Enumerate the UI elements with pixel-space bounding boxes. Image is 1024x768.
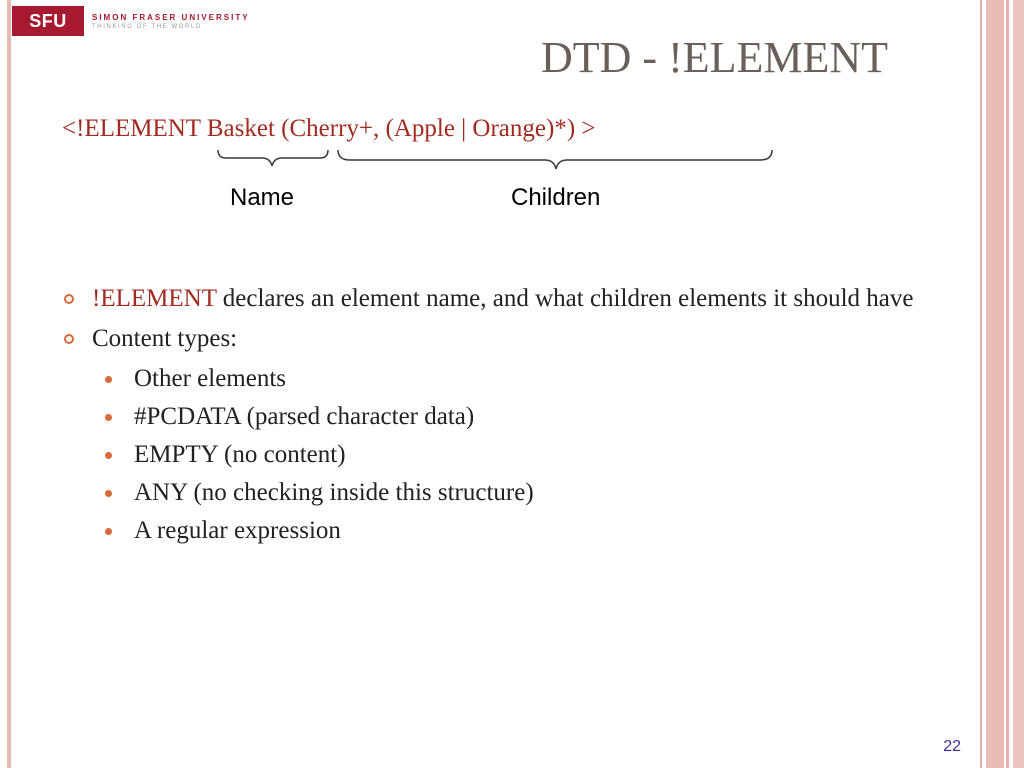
sub-bullet-item (62, 440, 922, 470)
name-label: Name (230, 184, 295, 211)
children-brace (338, 150, 772, 169)
name-brace (218, 150, 328, 166)
sub-bullet-item (62, 402, 922, 432)
children-label: Children (511, 184, 601, 211)
bullet-item (62, 284, 922, 314)
bullet-text: Content types: (92, 325, 238, 352)
dot-bullet-icon (105, 376, 112, 383)
bullet-item (62, 324, 922, 354)
sub-bullet-item (62, 364, 922, 394)
sub-bullet-text: A regular expression (134, 517, 341, 544)
logo-line-1: SIMON FRASER UNIVERSITY (92, 12, 250, 22)
logo-mark: SFU (12, 6, 84, 36)
logo-line-2: THINKING OF THE WORLD (92, 23, 202, 30)
bullet-text: declares an element name, and what children elements it should have (216, 285, 914, 312)
bullet-highlight: !ELEMENT (92, 285, 217, 312)
ring-bullet-icon (64, 294, 74, 304)
sub-bullet-item (62, 478, 922, 508)
slide-body (62, 284, 922, 554)
ring-bullet-icon (64, 334, 74, 344)
dot-bullet-icon (105, 414, 112, 421)
dot-bullet-icon (105, 490, 112, 497)
sub-bullet-item (62, 516, 922, 546)
sub-bullet-text: Other elements (134, 365, 287, 392)
dot-bullet-icon (105, 452, 112, 459)
dot-bullet-icon (105, 528, 112, 535)
sub-bullet-text: EMPTY (no content) (134, 441, 346, 468)
dtd-declaration: <!ELEMENT Basket (Cherry+, (Apple | Orange)*) > (62, 115, 596, 142)
sub-bullet-text: #PCDATA (parsed character data) (134, 403, 475, 430)
slide-title: DTD - !ELEMENT (540, 33, 888, 82)
page-number: 22 (943, 738, 961, 755)
sub-bullet-text: ANY (no checking inside this structure) (134, 479, 534, 506)
